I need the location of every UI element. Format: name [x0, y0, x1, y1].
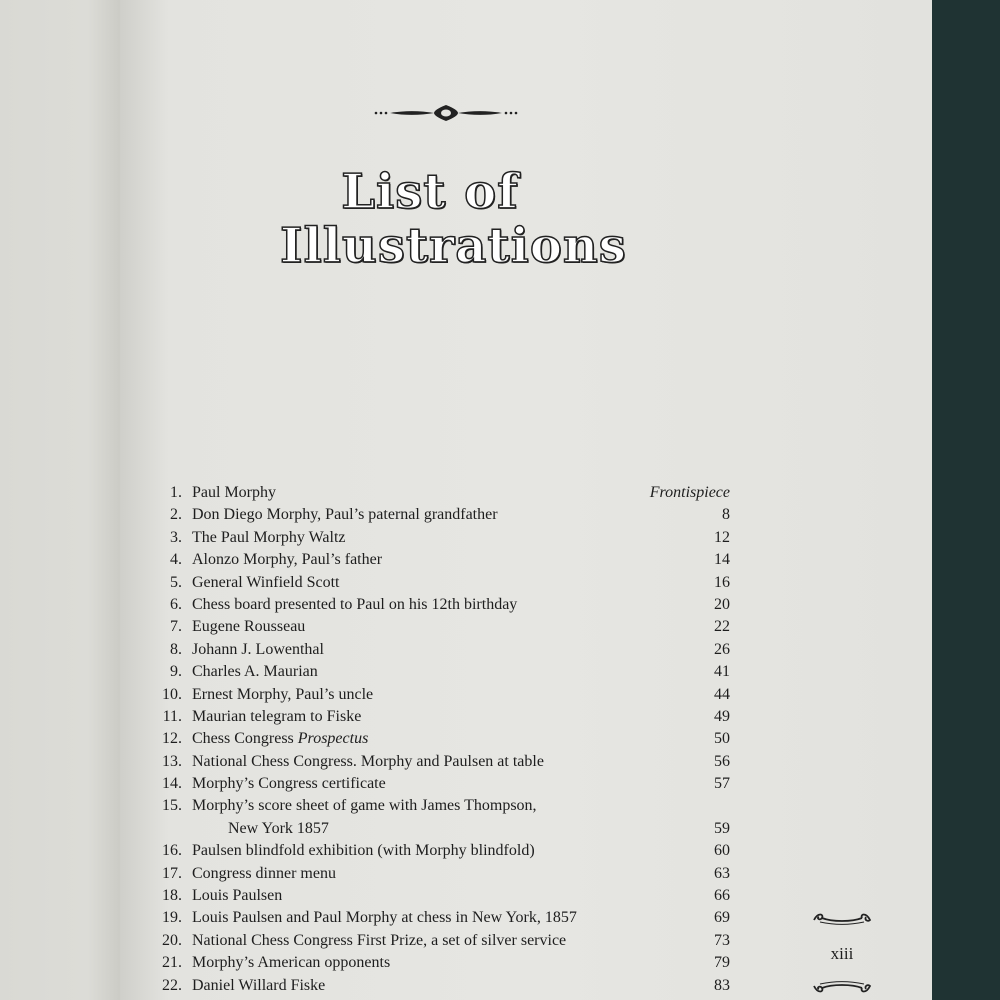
caption-text: Chess board presented to Paul on his 12th birthday	[192, 595, 518, 613]
item-page-number: 50	[714, 730, 730, 748]
item-number: 19.	[162, 909, 182, 927]
item-page-number: 66	[714, 887, 730, 905]
caption-text: Ernest Morphy, Paul’s uncle	[192, 685, 374, 703]
caption-text: Louis Paulsen and Paul Morphy at chess in New York, 1857	[192, 909, 577, 927]
item-number: 13.	[162, 752, 182, 770]
folio-ornament-bottom-icon	[810, 978, 874, 996]
item-caption	[192, 840, 535, 862]
item-caption	[192, 549, 382, 571]
item-caption	[192, 795, 537, 817]
item-caption	[192, 907, 577, 929]
item-caption	[192, 616, 305, 638]
item-page-number: Frontispiece	[649, 484, 730, 501]
item-caption	[192, 684, 373, 706]
caption-text: Morphy’s score sheet of game with James Thompson,	[192, 797, 537, 815]
list-item	[120, 527, 932, 549]
item-number: 16.	[162, 842, 182, 860]
item-number: 20.	[162, 931, 182, 949]
list-item	[120, 684, 932, 706]
caption-text: Alonzo Morphy, Paul’s father	[192, 551, 383, 569]
item-number: 14.	[162, 775, 182, 793]
item-page-number: 16	[714, 573, 730, 591]
item-page-number: 73	[714, 931, 730, 949]
list-item	[120, 616, 932, 638]
item-page-number: 8	[722, 506, 730, 524]
item-number: 22.	[162, 976, 182, 994]
caption-text: New York 1857	[228, 819, 329, 837]
item-number: 3.	[170, 528, 182, 546]
caption-text: Daniel Willard Fiske	[192, 976, 326, 994]
title-line-2: Illustrations	[280, 218, 627, 274]
item-number: 8.	[170, 640, 182, 658]
item-number: 15.	[162, 797, 182, 815]
folio-number: xiii	[830, 944, 854, 963]
caption-text: Maurian telegram to Fiske	[192, 707, 362, 725]
item-caption	[192, 975, 325, 997]
item-page-number: 79	[714, 954, 730, 972]
list-item	[120, 482, 932, 504]
item-caption	[192, 639, 324, 661]
item-page-number: 26	[714, 640, 730, 658]
item-page-number: 12	[714, 528, 730, 546]
item-caption	[192, 504, 498, 526]
caption-text: Eugene Rousseau	[192, 618, 306, 636]
item-number: 2.	[170, 506, 182, 524]
caption-text: Don Diego Morphy, Paul’s paternal grandfather	[192, 506, 498, 524]
item-page-number: 14	[714, 551, 730, 569]
list-item	[120, 661, 932, 683]
list-item	[120, 773, 932, 795]
list-item	[120, 639, 932, 661]
item-number: 4.	[170, 551, 182, 569]
caption-text: Paulsen blindfold exhibition (with Morphy blindfold)	[192, 842, 535, 860]
item-page-number: 56	[714, 752, 730, 770]
caption-text: Charles A. Maurian	[192, 663, 318, 681]
caption-text: National Chess Congress First Prize, a set of silver service	[192, 931, 567, 949]
item-page-number: 20	[714, 595, 730, 613]
caption-italic-text: Prospectus	[297, 730, 369, 748]
caption-text: Louis Paulsen	[192, 887, 283, 905]
item-caption	[228, 818, 329, 840]
item-page-number: 22	[714, 618, 730, 636]
item-page-number: 60	[714, 842, 730, 860]
caption-text: Morphy’s Congress certificate	[192, 775, 386, 793]
list-item	[120, 840, 932, 862]
caption-text: Morphy’s American opponents	[192, 954, 391, 972]
caption-text: Johann J. Lowenthal	[192, 640, 324, 658]
item-page-number: 83	[714, 976, 730, 994]
item-caption	[192, 706, 361, 728]
list-item	[120, 549, 932, 571]
book-page	[120, 0, 932, 1000]
item-page-number: 69	[714, 909, 730, 927]
item-number: 11.	[162, 707, 182, 725]
caption-text: Paul Morphy	[192, 484, 276, 501]
item-caption	[192, 930, 566, 952]
title-line-1: List of	[341, 164, 519, 220]
list-item	[120, 728, 932, 750]
item-number: 10.	[162, 685, 182, 703]
list-item	[120, 751, 932, 773]
list-item	[120, 504, 932, 526]
item-caption	[192, 885, 282, 907]
item-number: 6.	[170, 595, 182, 613]
folio-ornament-top-icon	[810, 910, 874, 928]
item-caption	[192, 773, 386, 795]
item-caption	[192, 751, 544, 773]
caption-text: The Paul Morphy Waltz	[192, 528, 346, 546]
item-page-number: 63	[714, 864, 730, 882]
item-page-number: 49	[714, 707, 730, 725]
item-caption	[192, 594, 517, 616]
item-number: 1.	[170, 484, 182, 501]
item-page-number: 57	[714, 775, 730, 793]
list-item	[120, 594, 932, 616]
item-page-number: 59	[714, 819, 730, 837]
item-number: 21.	[162, 954, 182, 972]
list-item	[120, 818, 932, 840]
item-caption	[192, 482, 276, 504]
list-item	[120, 572, 932, 594]
caption-text: National Chess Congress. Morphy and Paulsen at table	[192, 752, 544, 770]
ornament-icon	[372, 102, 520, 124]
caption-text: Chess Congress	[192, 730, 298, 748]
item-caption	[192, 572, 339, 594]
item-number: 9.	[170, 663, 182, 681]
caption-text: Congress dinner menu	[192, 864, 336, 882]
caption-text: General Winfield Scott	[192, 573, 340, 591]
list-item	[120, 706, 932, 728]
item-number: 17.	[162, 864, 182, 882]
item-number: 18.	[162, 887, 182, 905]
item-caption	[192, 728, 368, 750]
list-item	[120, 885, 932, 907]
item-number: 12.	[162, 730, 182, 748]
item-number: 5.	[170, 573, 182, 591]
item-page-number: 44	[714, 685, 730, 703]
list-item	[120, 863, 932, 885]
item-caption	[192, 661, 318, 683]
item-caption	[192, 952, 390, 974]
facing-page	[0, 0, 125, 1000]
item-number: 7.	[170, 618, 182, 636]
item-page-number: 41	[714, 663, 730, 681]
list-item	[120, 795, 932, 817]
item-caption	[192, 527, 346, 549]
item-caption	[192, 863, 336, 885]
